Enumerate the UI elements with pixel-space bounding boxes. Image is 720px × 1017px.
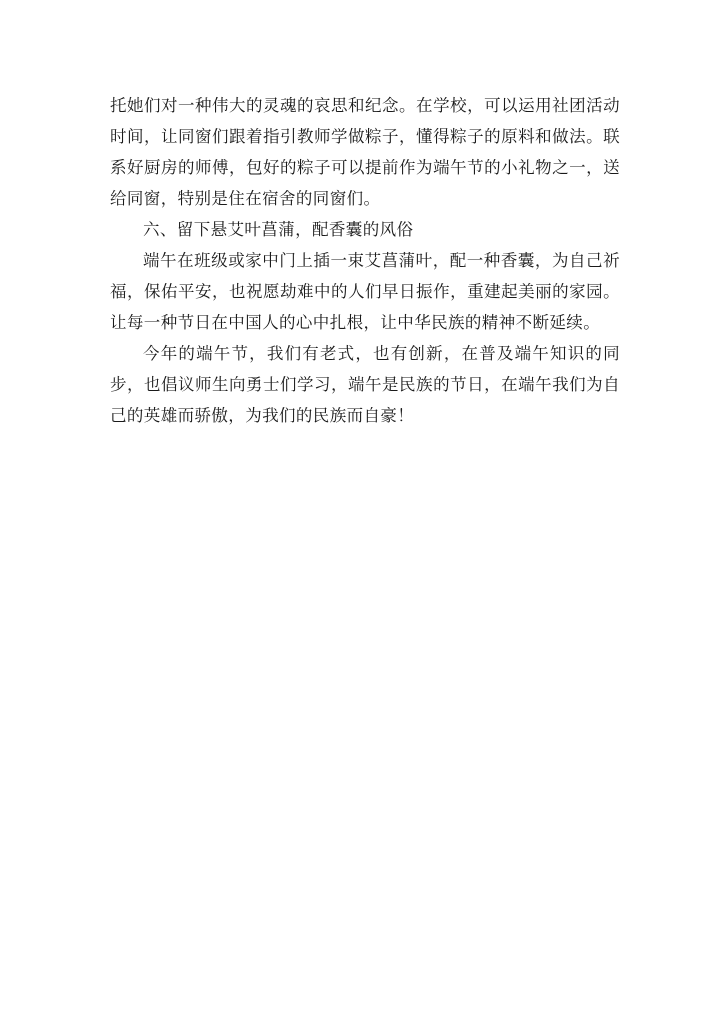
- paragraph-conclusion: 今年的端午节，我们有老式，也有创新，在普及端午知识的同步，也倡议师生向勇士们学习，端午是民族的节日，在端午我们为自己的英雄而骄傲，为我们的民族而自豪！: [110, 344, 620, 425]
- paragraph-continuation: 托她们对一种伟大的灵魂的哀思和纪念。在学校，可以运用社团活动时间，让同窗们跟着指引教师学做粽子，懂得粽子的原料和做法。联系好厨房的师傅，包好的粽子可以提前作为端午节的小礼物之一，送给同窗，特别是住在宿舍的同窗们。: [110, 96, 620, 208]
- document-body: [110, 90, 620, 431]
- section-heading: 六、留下悬艾叶菖蒲，配香囊的风俗: [143, 220, 414, 239]
- paragraph-custom: 端午在班级或家中门上插一束艾菖蒲叶，配一种香囊，为自己祈福，保佑平安，也祝愿劫难中的人们早日振作，重建起美丽的家园。让每一种节日在中国人的心中扎根，让中华民族的精神不断延续。: [110, 251, 620, 332]
